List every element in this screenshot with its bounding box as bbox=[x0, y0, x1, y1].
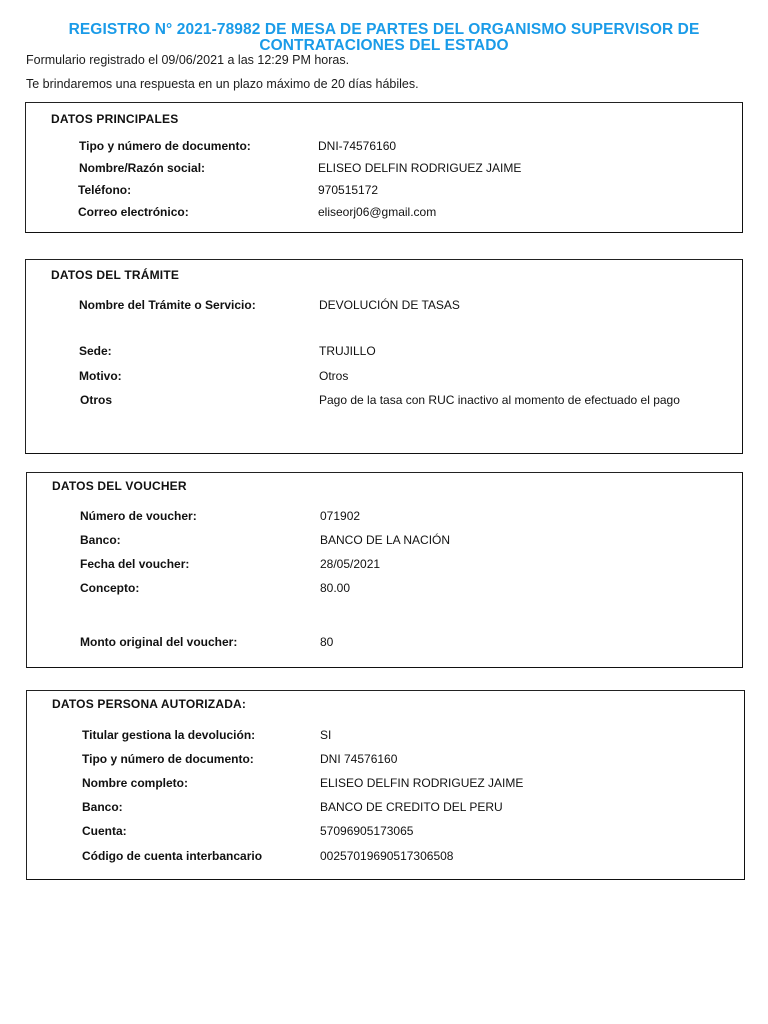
section-datos-tramite bbox=[25, 259, 743, 454]
section-datos-persona-autorizada bbox=[26, 690, 745, 880]
field-label: Nombre completo: bbox=[82, 776, 189, 790]
field-value: 57096905173065 bbox=[320, 824, 414, 838]
field-label: Sede: bbox=[79, 344, 112, 358]
title-line-1: REGISTRO N° 2021-78982 DE MESA DE PARTES DEL ORGANISMO SUPERVISOR DE bbox=[68, 21, 700, 38]
section-title: DATOS DEL TRÁMITE bbox=[51, 268, 180, 282]
field-label: Tipo y número de documento: bbox=[79, 139, 251, 153]
field-label: Nombre del Trámite o Servicio: bbox=[79, 298, 256, 312]
field-value: TRUJILLO bbox=[319, 344, 376, 358]
field-value: 071902 bbox=[320, 509, 361, 523]
field-value: SI bbox=[320, 728, 332, 742]
field-value: DNI 74576160 bbox=[320, 752, 398, 766]
field-value: DEVOLUCIÓN DE TASAS bbox=[319, 298, 460, 312]
field-label: Correo electrónico: bbox=[78, 205, 189, 219]
document-title bbox=[20, 22, 748, 54]
title-line-2: CONTRATACIONES DEL ESTADO bbox=[259, 37, 509, 54]
field-label: Nombre/Razón social: bbox=[79, 161, 206, 175]
field-value: BANCO DE CREDITO DEL PERU bbox=[320, 800, 503, 814]
field-value: ELISEO DELFIN RODRIGUEZ JAIME bbox=[320, 776, 524, 790]
field-label: Tipo y número de documento: bbox=[82, 752, 254, 766]
section-title: DATOS PERSONA AUTORIZADA: bbox=[52, 697, 247, 711]
field-value: ELISEO DELFIN RODRIGUEZ JAIME bbox=[318, 161, 522, 175]
field-label: Motivo: bbox=[79, 369, 122, 383]
response-notice: Te brindaremos una respuesta en un plazo máximo de 20 días hábiles. bbox=[26, 77, 419, 91]
field-label: Número de voucher: bbox=[80, 509, 197, 523]
section-title: DATOS PRINCIPALES bbox=[51, 112, 179, 126]
field-label: Otros bbox=[80, 393, 113, 407]
registration-timestamp: Formulario registrado el 09/06/2021 a las 12:29 PM horas. bbox=[26, 53, 350, 67]
field-label: Banco: bbox=[82, 800, 123, 814]
field-value: Pago de la tasa con RUC inactivo al momento de efectuado el pago bbox=[319, 393, 680, 407]
field-label: Teléfono: bbox=[78, 183, 132, 197]
field-value: DNI-74576160 bbox=[318, 139, 397, 153]
field-value: 80.00 bbox=[320, 581, 351, 595]
field-label: Banco: bbox=[80, 533, 121, 547]
field-label: Monto original del voucher: bbox=[80, 635, 238, 649]
field-value: BANCO DE LA NACIÓN bbox=[320, 533, 451, 547]
field-label: Cuenta: bbox=[82, 824, 127, 838]
section-datos-voucher bbox=[26, 472, 743, 668]
field-label: Titular gestiona la devolución: bbox=[82, 728, 256, 742]
field-value: 80 bbox=[320, 635, 334, 649]
field-value: 970515172 bbox=[318, 183, 379, 197]
field-value: eliseorj06@gmail.com bbox=[318, 205, 437, 219]
field-value: 00257019690517306508 bbox=[320, 849, 454, 863]
field-value: Otros bbox=[319, 369, 349, 383]
field-label: Fecha del voucher: bbox=[80, 557, 190, 571]
field-label: Concepto: bbox=[80, 581, 140, 595]
field-label: Código de cuenta interbancario bbox=[82, 849, 263, 863]
section-title: DATOS DEL VOUCHER bbox=[52, 479, 187, 493]
section-datos-principales bbox=[25, 102, 743, 233]
field-value: 28/05/2021 bbox=[320, 557, 381, 571]
